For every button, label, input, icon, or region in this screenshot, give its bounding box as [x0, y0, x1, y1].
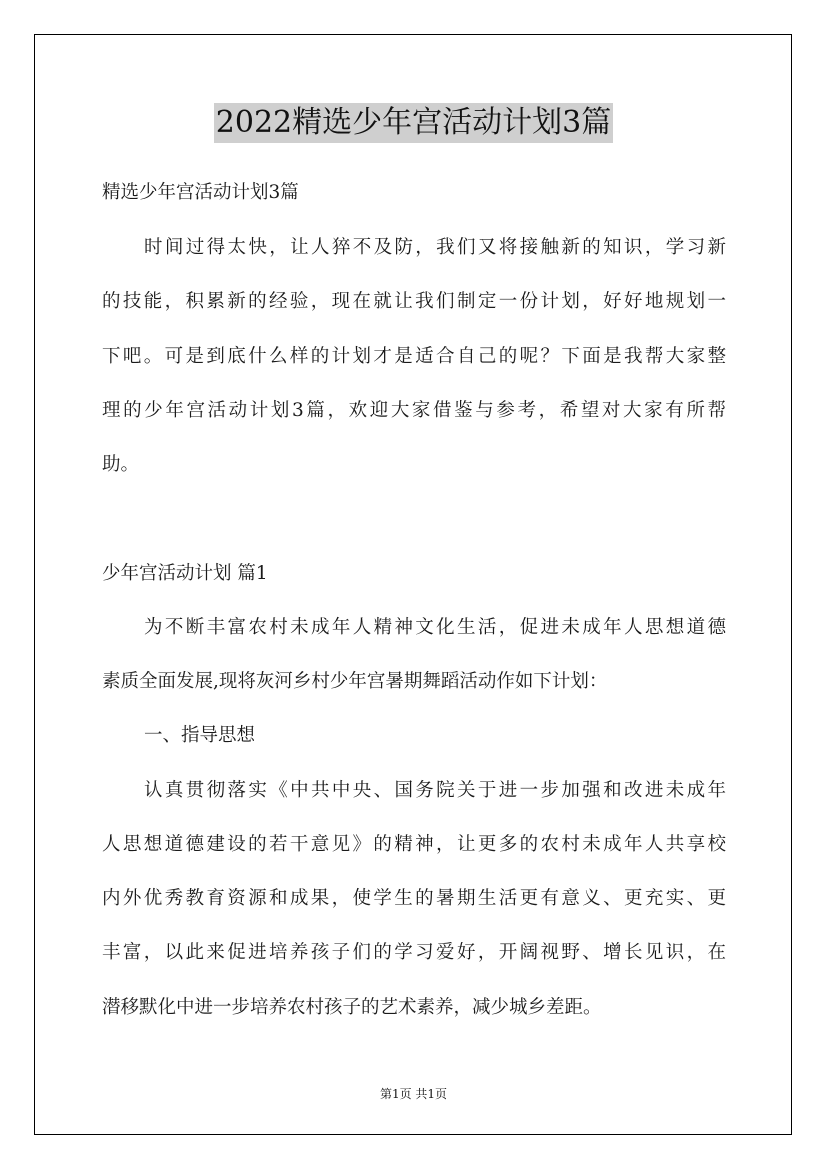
section1-para1-line-2: 素质全面发展,现将灰河乡村少年宫暑期舞蹈活动作如下计划：	[102, 671, 608, 692]
section-heading: 少年宫活动计划 篇1	[102, 563, 268, 584]
document-title: 2022精选少年宫活动计划3篇	[214, 103, 613, 143]
section1-para2-line-3: 内外优秀教育资源和成果，使学生的暑期生活更有意义、更充实、更	[102, 888, 726, 909]
intro-line-3: 下吧。可是到底什么样的计划才是适合自己的呢？下面是我帮大家整	[102, 346, 726, 367]
intro-line-2: 的技能，积累新的经验，现在就让我们制定一份计划，好好地规划一	[102, 291, 726, 312]
section1-para2-line-5: 潜移默化中进一步培养农村孩子的艺术素养，减少城乡差距。	[102, 997, 602, 1018]
intro-line-1: 时间过得太快，让人猝不及防，我们又将接触新的知识，学习新	[144, 237, 726, 258]
sub-heading: 一、指导思想	[144, 725, 256, 746]
intro-line-4: 理的少年宫活动计划3篇，欢迎大家借鉴与参考，希望对大家有所帮	[102, 400, 726, 421]
section1-para2-line-4: 丰富，以此来促进培养孩子们的学习爱好，开阔视野、增长见识，在	[102, 942, 726, 963]
intro-line-5: 助。	[102, 454, 140, 475]
section1-para1-line-1: 为不断丰富农村未成年人精神文化生活，促进未成年人思想道德	[144, 617, 726, 638]
document-subtitle: 精选少年宫活动计划3篇	[102, 182, 299, 203]
title-container	[0, 103, 827, 143]
section1-para2-line-1: 认真贯彻落实《中共中央、国务院关于进一步加强和改进未成年	[144, 780, 726, 801]
page-footer: 第1页 共1页	[379, 1087, 448, 1101]
section1-para2-line-2: 人思想道德建设的若干意见》的精神，让更多的农村未成年人共享校	[102, 834, 726, 855]
